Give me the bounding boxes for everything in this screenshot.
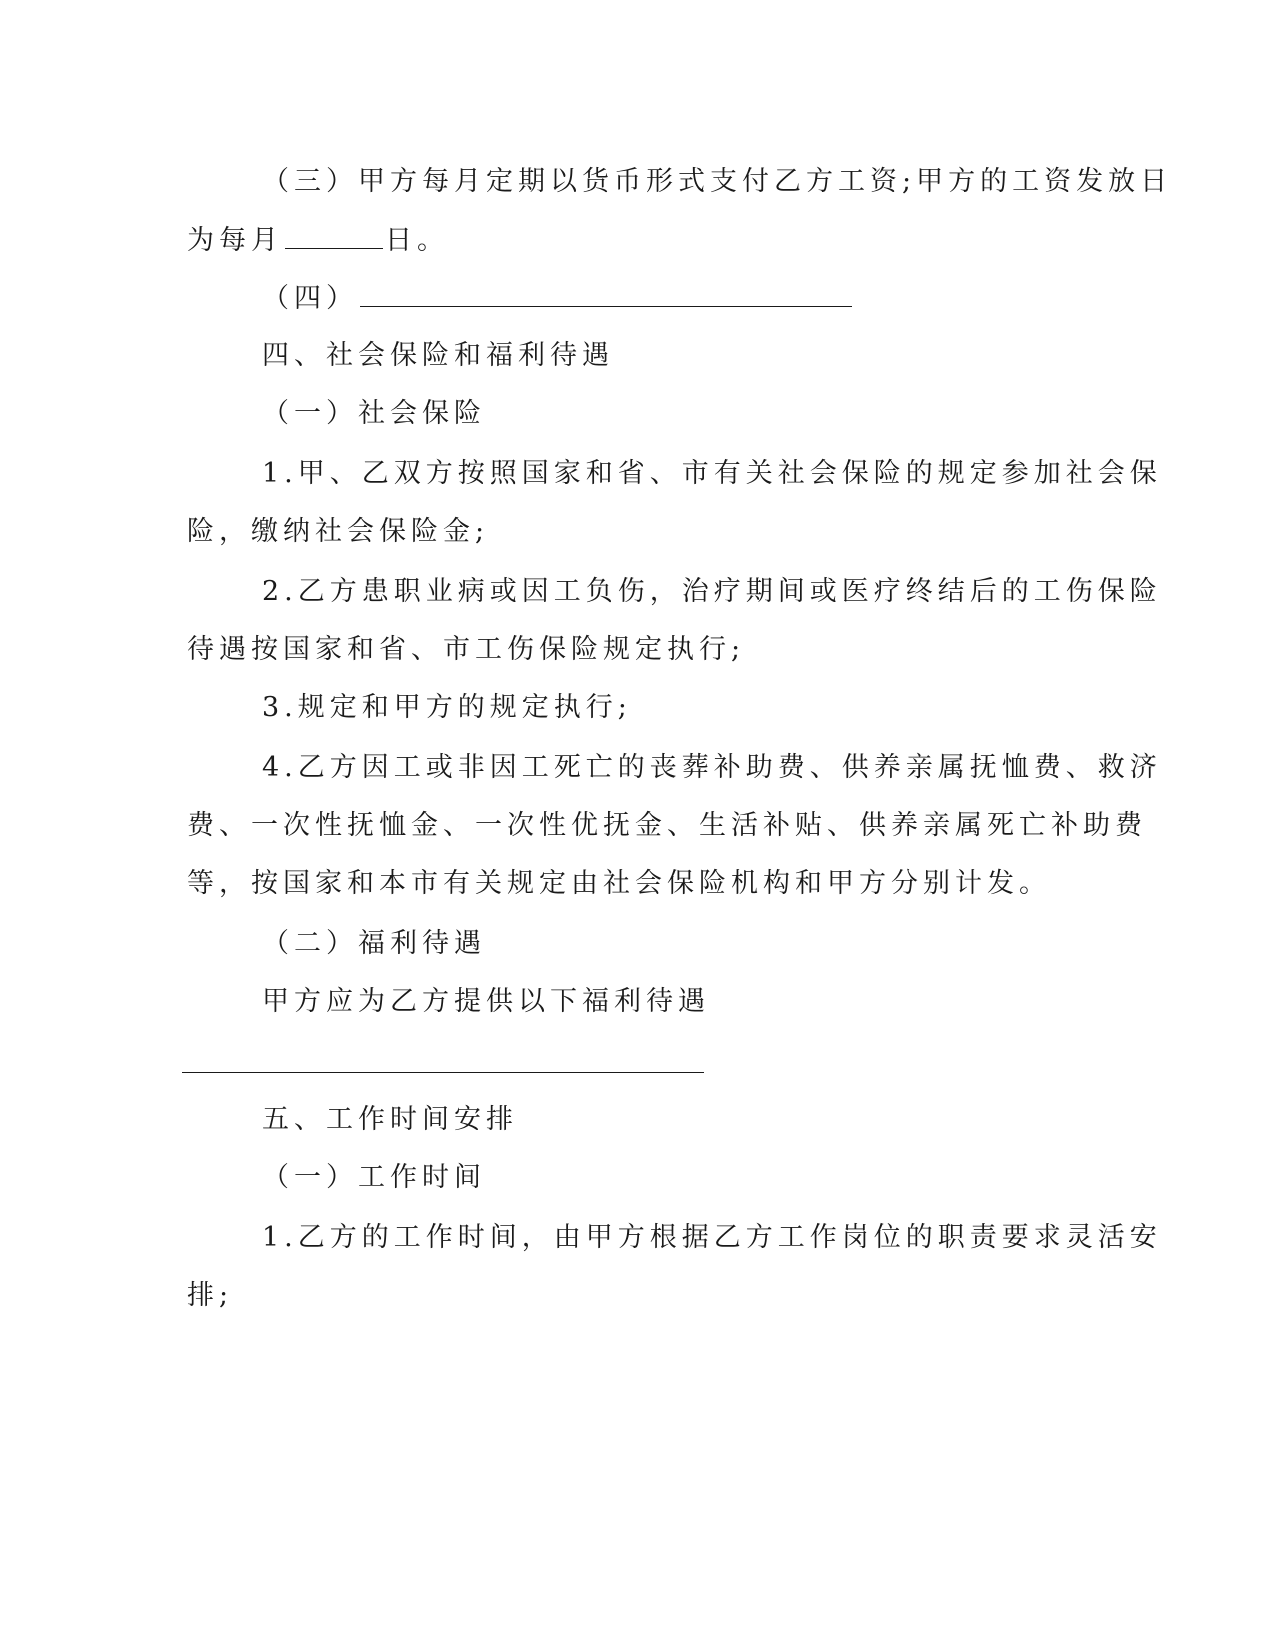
insurance-item-2-line-1: 2.乙方患职业病或因工负伤，治疗期间或医疗终结后的工伤保险 (262, 576, 1162, 607)
paragraph-3-line-2 (187, 222, 449, 259)
work-time-item-1-line-2: 排; (187, 1280, 234, 1311)
paragraph-4-blank[interactable] (360, 280, 852, 307)
section-5-subsection-1: （一）工作时间 (262, 1162, 486, 1193)
insurance-item-4-line-1: 4.乙方因工或非因工死亡的丧葬补助费、供养亲属抚恤费、救济 (262, 752, 1162, 783)
payday-prefix: 为每月 (187, 225, 283, 256)
welfare-blank-line[interactable] (182, 1072, 704, 1073)
payday-suffix: 日。 (385, 225, 449, 256)
paragraph-4 (262, 280, 854, 317)
insurance-item-4-line-2: 费、一次性抚恤金、一次性优抚金、生活补贴、供养亲属死亡补助费 (187, 810, 1147, 841)
insurance-item-1-line-1: 1.甲、乙双方按照国家和省、市有关社会保险的规定参加社会保 (262, 458, 1162, 489)
insurance-item-4-line-3: 等，按国家和本市有关规定由社会保险机构和甲方分别计发。 (187, 868, 1051, 899)
insurance-item-3: 3.规定和甲方的规定执行; (262, 692, 632, 723)
section-5-title: 五、工作时间安排 (262, 1104, 518, 1135)
insurance-item-1-line-2: 险，缴纳社会保险金; (187, 516, 490, 547)
payday-blank[interactable] (285, 222, 383, 249)
paragraph-4-label: （四） (262, 283, 358, 314)
paragraph-3-line-1: （三）甲方每月定期以货币形式支付乙方工资;甲方的工资发放日 (262, 166, 1173, 197)
section-4-subsection-2: （二）福利待遇 (262, 928, 486, 959)
section-4-title: 四、社会保险和福利待遇 (262, 340, 614, 371)
welfare-intro: 甲方应为乙方提供以下福利待遇 (262, 986, 710, 1017)
work-time-item-1-line-1: 1.乙方的工作时间，由甲方根据乙方工作岗位的职责要求灵活安 (262, 1222, 1162, 1253)
section-4-subsection-1: （一）社会保险 (262, 398, 486, 429)
insurance-item-2-line-2: 待遇按国家和省、市工伤保险规定执行; (187, 634, 746, 665)
